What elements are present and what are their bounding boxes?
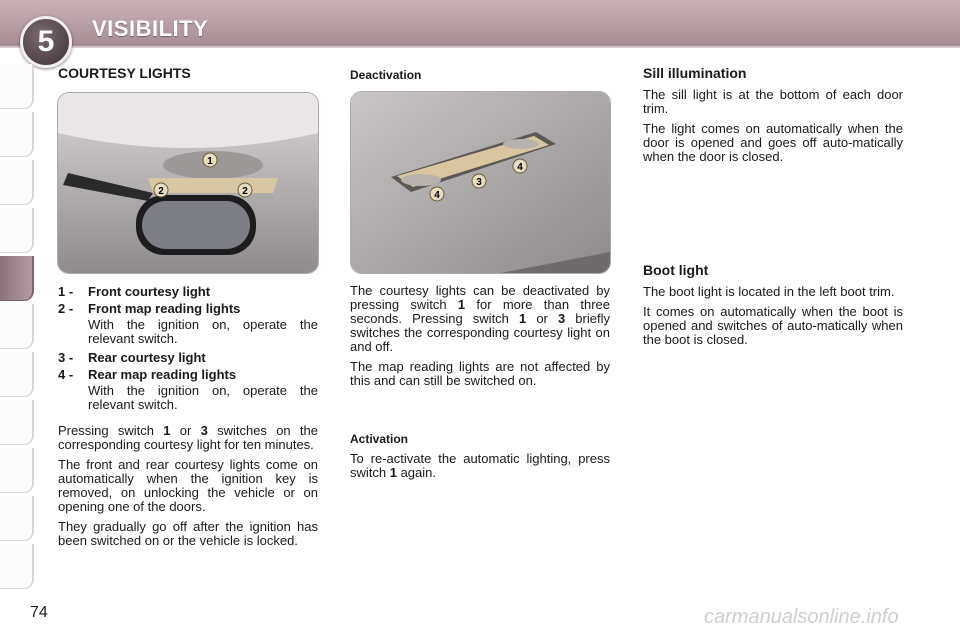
text-run: or: [526, 311, 558, 326]
text-run: again.: [396, 465, 437, 480]
paragraph: The map reading lights are not affected by this and can still be switched on.: [350, 359, 610, 388]
legend-label: Rear courtesy light: [88, 350, 206, 365]
callout-1-label: 1: [207, 156, 213, 167]
middle-column: [350, 68, 610, 82]
page-number: 74: [30, 604, 48, 621]
chapter-tab[interactable]: [0, 304, 34, 349]
watermark: carmanualsonline.info: [704, 606, 899, 628]
callout-2-left-label: 2: [158, 186, 164, 197]
text-run: The courtesy lights can be deactivated by pressing switch: [350, 283, 610, 312]
paragraph: The boot light is located in the left boot trim.: [643, 284, 895, 299]
chapter-tab[interactable]: [0, 544, 34, 589]
chapter-title: VISIBILITY: [92, 16, 209, 41]
activation-section: [350, 432, 610, 486]
chapter-tab[interactable]: [0, 352, 34, 397]
switch-ref: 1: [389, 465, 397, 480]
chapter-tab[interactable]: [0, 160, 34, 205]
boot-light-heading: Boot light: [643, 262, 709, 278]
deactivation-heading: Deactivation: [350, 68, 422, 82]
list-item: [58, 367, 318, 382]
chapter-tab[interactable]: [0, 208, 34, 253]
left-column: [58, 66, 318, 80]
chapter-tab[interactable]: [0, 64, 34, 109]
front-lights-illustration: [58, 93, 318, 273]
paragraph: It comes on automatically when the boot is opened and switches of auto-matically when the boot is closed.: [643, 304, 903, 347]
legend-label: Rear map reading lights: [88, 367, 237, 382]
legend-number: 4 -: [58, 367, 74, 382]
paragraph: They gradually go off after the ignition has been switched on or the vehicle is locked.: [58, 519, 318, 548]
legend-description: With the ignition on, operate the relevant switch.: [88, 383, 318, 412]
left-list-column: [58, 284, 318, 416]
text-run: Pressing switch: [58, 423, 164, 438]
text-run: for more than three seconds. Pressing switch: [350, 297, 611, 326]
paragraph: [350, 452, 610, 480]
chapter-tabs: [0, 64, 34, 592]
activation-heading: Activation: [350, 432, 409, 446]
legend-number: 1 -: [58, 284, 74, 299]
text-run: switches on the corresponding courtesy light for ten minutes.: [58, 423, 318, 452]
callout-3-label: 3: [476, 177, 482, 188]
front-lights-photo: [57, 92, 319, 274]
callout-4-left-label: 4: [434, 190, 440, 201]
paragraph: The sill light is at the bottom of each door trim.: [643, 87, 903, 116]
list-item: [58, 284, 318, 299]
legend-label: Front map reading lights: [88, 301, 241, 316]
header-divider: [0, 44, 960, 48]
switch-ref: 1: [163, 423, 171, 438]
list-item: [58, 301, 318, 316]
chapter-tab[interactable]: [0, 112, 34, 157]
list-item: [58, 350, 318, 365]
lights-legend-list: [58, 284, 318, 412]
text-run: or: [170, 423, 201, 438]
callout-2-right-label: 2: [242, 186, 248, 197]
switch-ref: 1: [519, 311, 527, 326]
rear-lights-photo: [350, 91, 611, 274]
chapter-tab[interactable]: [0, 400, 34, 445]
paragraph: [350, 284, 610, 354]
legend-description: With the ignition on, operate the relevant switch.: [88, 317, 318, 346]
legend-number: 3 -: [58, 350, 74, 365]
left-body-text: [58, 424, 318, 554]
sill-illumination-heading: Sill illumination: [643, 65, 747, 81]
switch-ref: 3: [557, 311, 566, 326]
chapter-number: 5: [37, 25, 55, 58]
callout-4-right-label: 4: [517, 162, 523, 173]
legend-number: 2 -: [58, 301, 74, 316]
rear-lights-illustration: [351, 92, 610, 273]
middle-body-text: [350, 284, 610, 394]
text-run: To re-activate the automatic lighting, press switch: [350, 451, 610, 480]
chapter-tab[interactable]: [0, 448, 34, 493]
boot-section: [643, 263, 903, 353]
courtesy-lights-heading: COURTESY LIGHTS: [58, 65, 191, 81]
paragraph: [58, 424, 318, 452]
paragraph: The light comes on automatically when the door is opened and goes off auto-matically when the door is closed.: [643, 121, 903, 164]
switch-ref: 1: [457, 297, 466, 312]
chapter-tab-active[interactable]: [0, 256, 34, 301]
text-run: briefly switches the corresponding courtesy light on and off.: [350, 311, 610, 354]
chapter-number-badge: [20, 16, 72, 68]
switch-ref: 3: [200, 423, 208, 438]
paragraph: The front and rear courtesy lights come on automatically when the ignition key is removed, on unlocking the vehicle or on opening one of the doors.: [58, 457, 318, 514]
sill-section: [643, 66, 903, 170]
chapter-tab[interactable]: [0, 496, 34, 541]
legend-label: Front courtesy light: [88, 284, 211, 299]
